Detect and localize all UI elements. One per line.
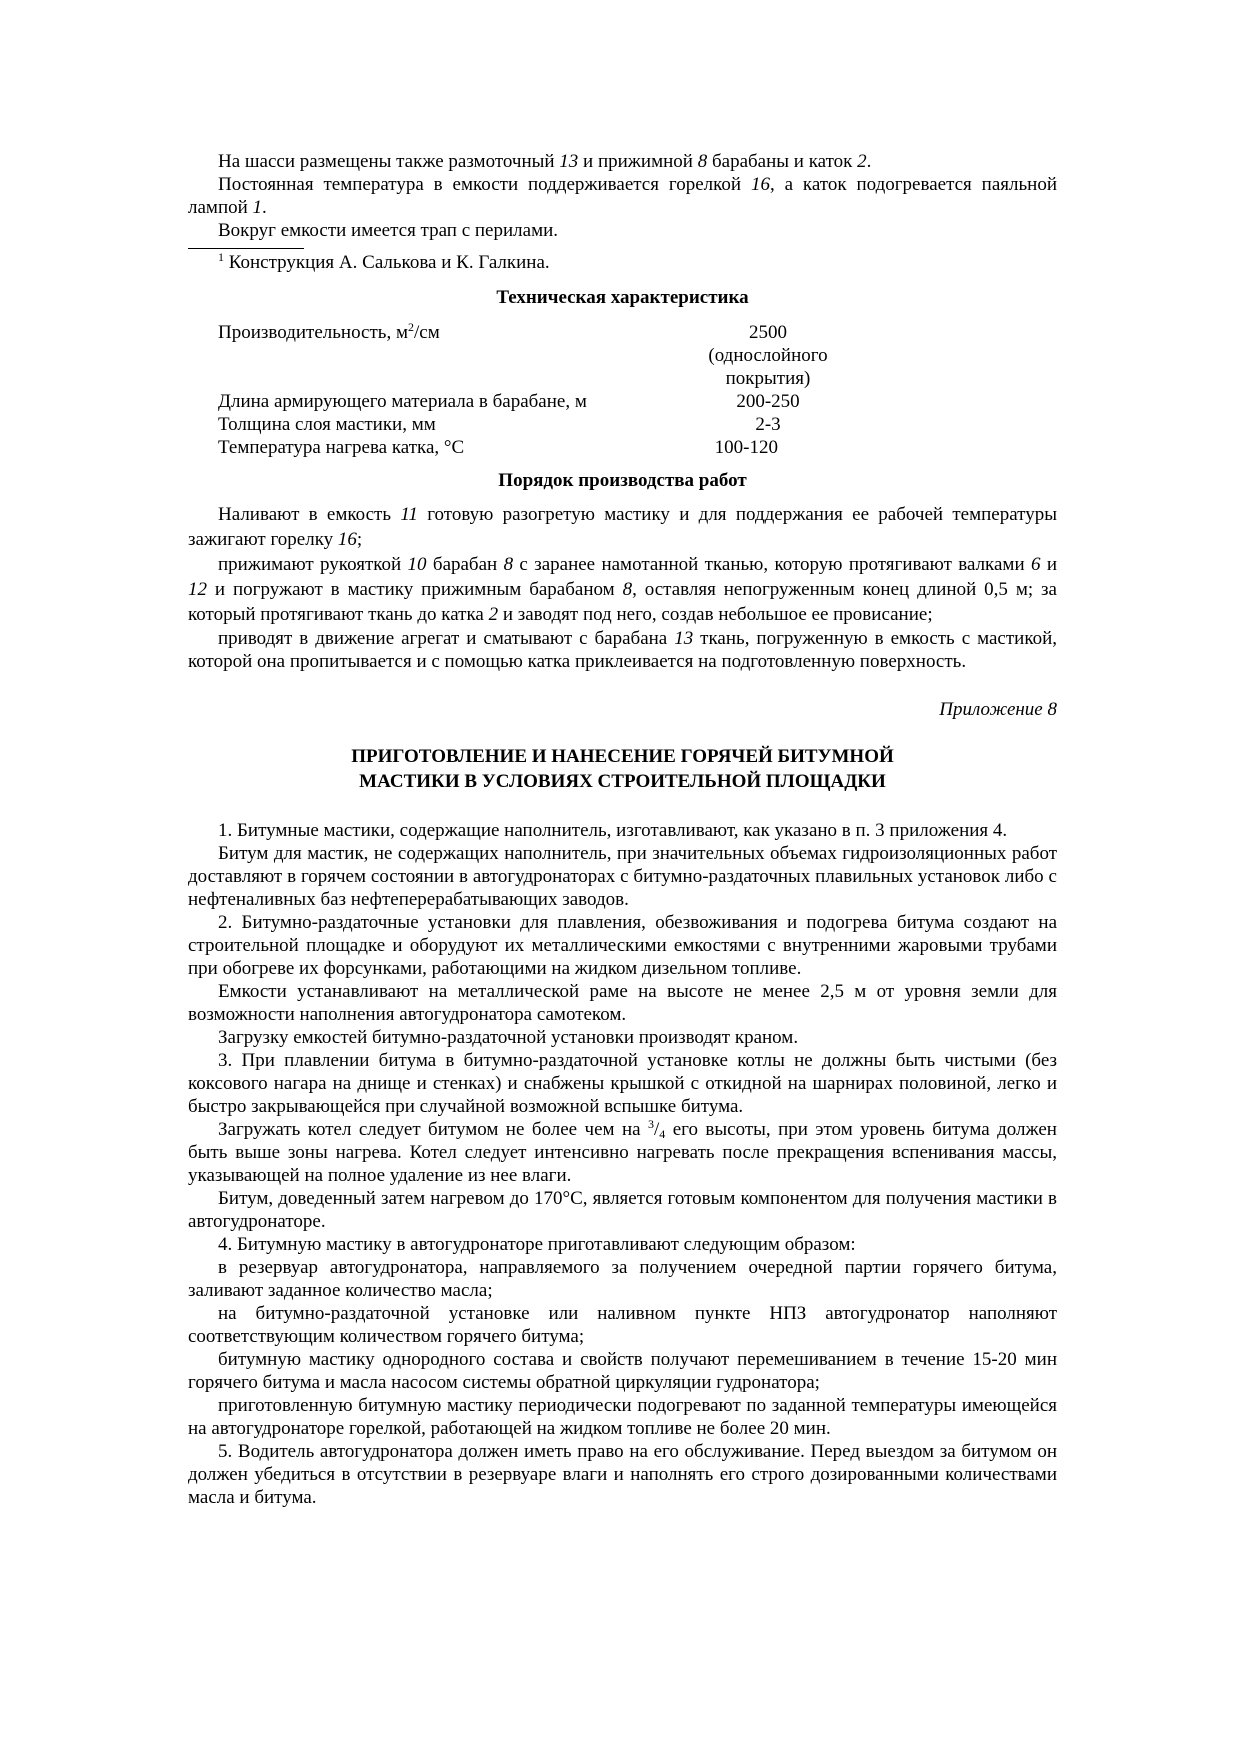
paragraph: битумную мастику однородного состава и свойств получают перемешиванием в течение 15-20 мин горячего битума и масла насосом системы обратной циркуляции гудронатора; bbox=[188, 1349, 1057, 1393]
spec-row bbox=[218, 390, 1057, 413]
paragraph: на битумно-раздаточной установке или наливном пункте НПЗ автогудронатор наполняют соответствующим количеством горячего битума; bbox=[188, 1303, 1057, 1347]
spec-value: 2500 (однослойного покрытия) bbox=[708, 322, 828, 389]
appendix-label: Приложение 8 bbox=[939, 699, 1057, 720]
spec-table bbox=[218, 321, 1057, 459]
section-title: ПРИГОТОВЛЕНИЕ И НАНЕСЕНИЕ ГОРЯЧЕЙ БИТУМНОЙ МАСТИКИ В УСЛОВИЯХ СТРОИТЕЛЬНОЙ ПЛОЩАДКИ bbox=[351, 746, 894, 792]
footnote-separator bbox=[188, 248, 304, 249]
spec-label: Производительность, $м^2/см$ bbox=[218, 320, 440, 343]
spec-label: Длина армирующего материала в барабане, м bbox=[218, 391, 587, 412]
spec-label: Температура нагрева катка, °С bbox=[218, 437, 465, 458]
fraction-denominator: 4 bbox=[659, 1127, 666, 1141]
paragraph: Емкости устанавливают на металлической раме на высоте не менее 2,5 м от уровня земли для возможности наполнения автогудронатора самотеком. bbox=[188, 981, 1057, 1025]
paragraph: 5. Водитель автогудронатора должен иметь право на его обслуживание. Перед выездом за битумом он должен убедиться в отсутствии в резервуаре влаги и наполнять его строго дозированными количествами масла и битума. bbox=[188, 1441, 1057, 1508]
spec-value: 2-3 bbox=[755, 414, 781, 435]
order-heading: Порядок производства работ bbox=[498, 470, 747, 491]
spec-row bbox=[218, 413, 1057, 436]
paragraph: На шасси размещены также размоточный 13 и прижимной 8 барабаны и каток 2. bbox=[218, 151, 872, 172]
paragraph: Постоянная температура в емкости поддерживается горелкой 16, а каток подогревается паяльной лампой 1. bbox=[188, 174, 1057, 218]
paragraph: в резервуар автогудронатора, направляемого за получением очередной партии горячего битума, заливают заданное количество масла; bbox=[188, 1257, 1057, 1301]
paragraph: 1. Битумные мастики, содержащие наполнитель, изготавливают, как указано в п. 3 приложения 4. bbox=[218, 820, 1008, 841]
paragraph: приготовленную битумную мастику периодически подогревают по заданной температуры имеющейся на автогудронаторе горелкой, работающей на жидком топливе не более 20 мин. bbox=[188, 1395, 1057, 1439]
appendix-body bbox=[188, 819, 1057, 1509]
paragraph: прижимают рукояткой 10 барабан 8 с заранее намотанной тканью, которую протягивают валками 6 и 12 и погружают в мастику прижимным барабаном 8, оставляя непогруженным конец длиной 0,5 м; за который протягивают ткань до катка 2 и заводят под него, создав небольшое ее провисание; bbox=[188, 554, 1057, 625]
spec-heading: Техническая характеристика bbox=[496, 287, 749, 308]
spec-value: 100-120 bbox=[714, 437, 778, 458]
paragraph: 2. Битумно-раздаточные установки для плавления, обезвоживания и подогрева битума создают на строительной площадке и оборудуют их металлическими емкостями с внутренними жаровыми трубами при обогреве их форсунками, работающими на жидком дизельном топливе. bbox=[188, 912, 1057, 979]
paragraph: Наливают в емкость 11 готовую разогретую мастику и для поддержания ее рабочей температуры зажигают горелку 16; bbox=[188, 504, 1057, 550]
paragraph: 3. При плавлении битума в битумно-раздаточной установке котлы не должны быть чистыми (без коксового нагара на днище и стенках) и снабжены крышкой с откидной на шарнирах половиной, легко и быстро закрывающейся при случайной возможной вспышке битума. bbox=[188, 1050, 1057, 1117]
spec-row bbox=[218, 436, 1057, 459]
paragraph: Вокруг емкости имеется трап с перилами. bbox=[218, 220, 559, 241]
footnote: $^1$ Конструкция А. Салькова и К. Галкина. bbox=[218, 250, 550, 273]
paragraph: Битум, доведенный затем нагревом до 170°С, является готовым компонентом для получения мастики в автогудронаторе. bbox=[188, 1188, 1057, 1232]
footnote-mark: 1 bbox=[218, 250, 224, 264]
document-page bbox=[188, 150, 1057, 1509]
spec-row bbox=[218, 321, 1057, 390]
paragraph: Загрузку емкостей битумно-раздаточной установки производят краном. bbox=[218, 1027, 799, 1048]
paragraph: Битум для мастик, не содержащих наполнитель, при значительных объемах гидроизоляционных работ доставляют в горячем состоянии в автогудронаторах с битумно-раздаточных плавильных установок либо с нефтеналивных баз нефтеперерабатывающих заводов. bbox=[188, 843, 1057, 910]
paragraph: приводят в движение агрегат и сматывают с барабана 13 ткань, погруженную в емкость с мастикой, которой она пропитывается и с помощью катка приклеивается на подготовленную поверхность. bbox=[188, 628, 1058, 672]
paragraph: Загружать котел следует битумом не более чем на $^3/_4$ его высоты, при этом уровень битума должен быть выше зоны нагрева. Котел следует интенсивно нагревать после прекращения вспенивания массы, указывающей на полное удаление из нее влаги. bbox=[188, 1117, 1057, 1186]
spec-label: Толщина слоя мастики, мм bbox=[218, 414, 436, 435]
spec-value: 200-250 bbox=[736, 391, 800, 412]
paragraph: 4. Битумную мастику в автогудронаторе приготавливают следующим образом: bbox=[218, 1234, 856, 1255]
fraction-numerator: 3 bbox=[648, 1117, 655, 1131]
